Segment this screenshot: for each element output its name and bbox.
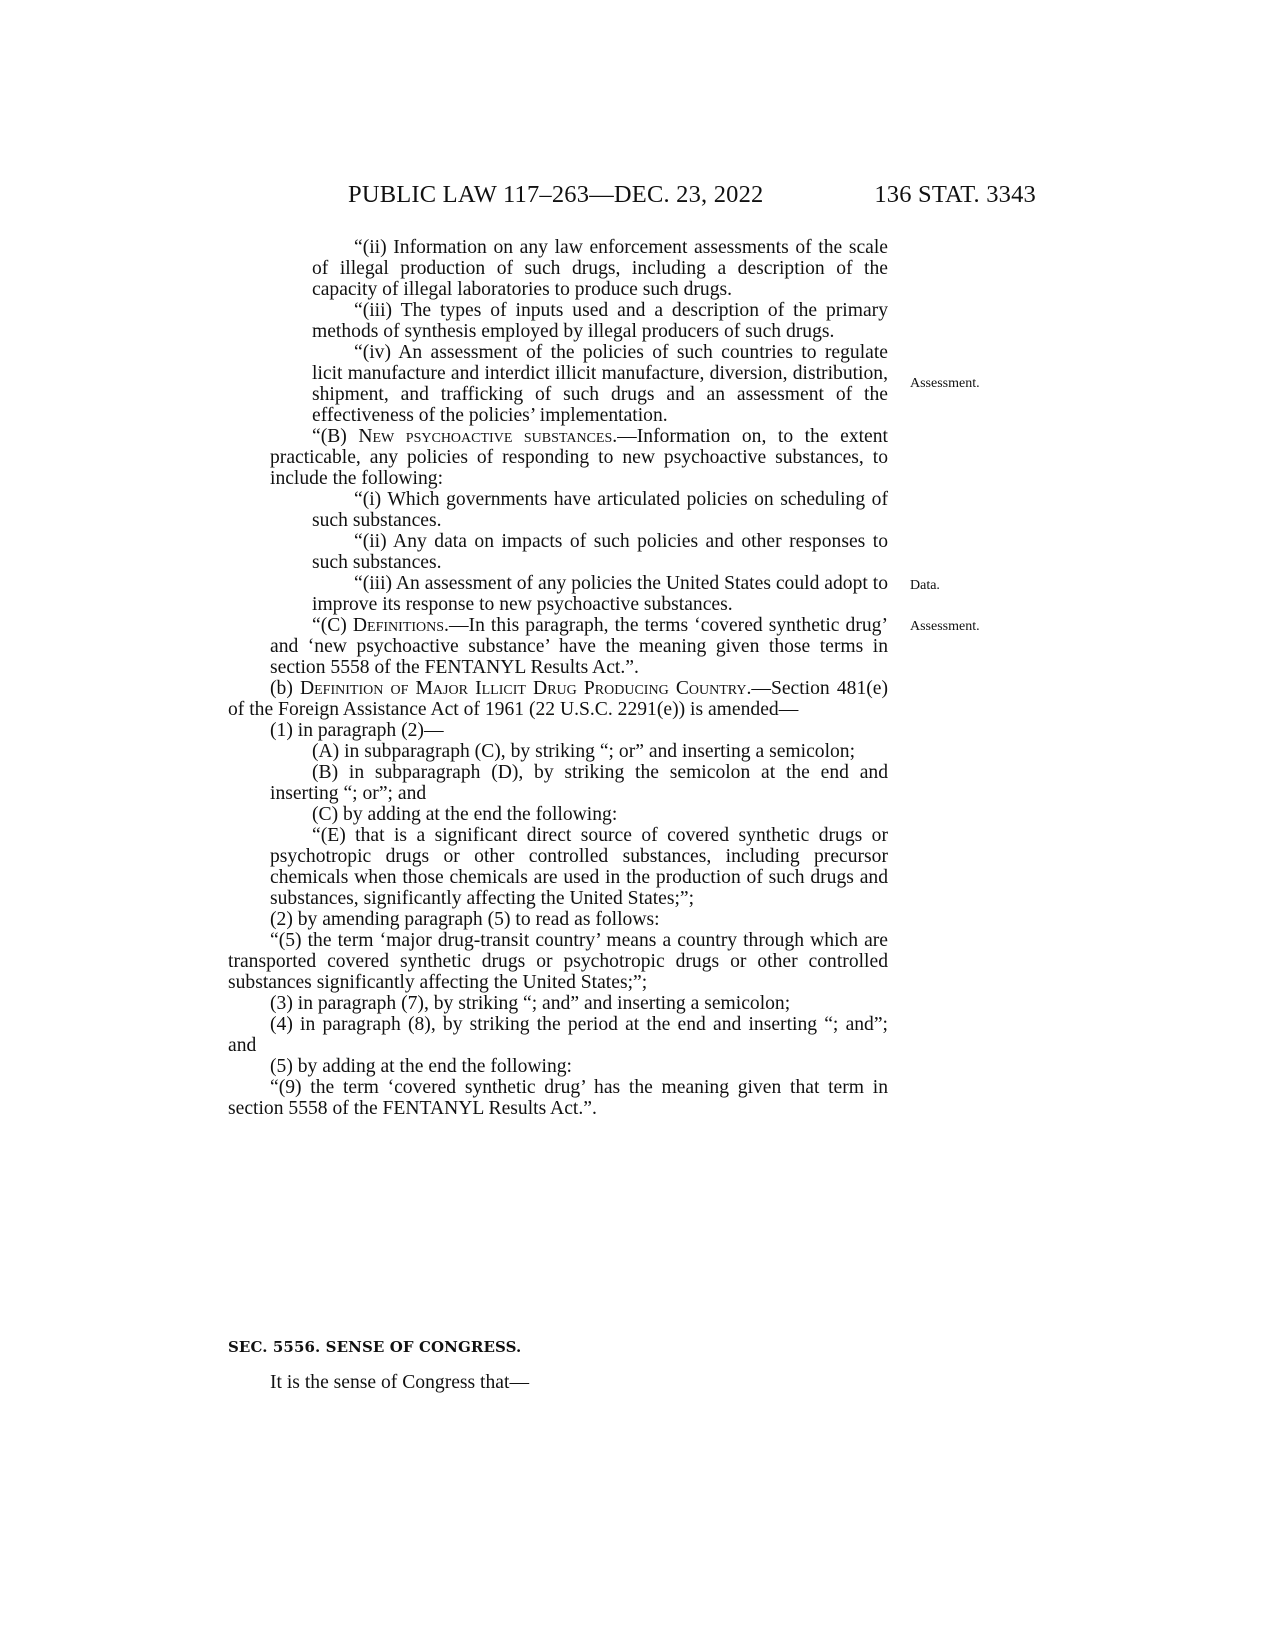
amend-paragraph-4: (4) in paragraph (8), by striking the period at the end and inserting “; and”; and bbox=[228, 1014, 888, 1056]
subparagraph-c-heading: Definitions bbox=[352, 615, 445, 636]
amend-paragraph-2: (2) by amending paragraph (5) to read as follows: bbox=[270, 909, 660, 930]
clause-b-ii: “(ii) Any data on impacts of such policies and other responses to such substances. bbox=[312, 531, 888, 573]
page-header bbox=[228, 181, 1036, 215]
subparagraph-c bbox=[228, 615, 888, 678]
clause-a-iv: “(iv) An assessment of the policies of such countries to regulate licit manufacture and interdict illicit manufacture, diversion, distribution, shipment, and trafficking of such drugs and an assessment of the effectiveness of the policies’ implementation. bbox=[312, 342, 888, 426]
amend-paragraph-1: (1) in paragraph (2)— bbox=[270, 720, 444, 741]
amend-5-9-text: “(9) the term ‘covered synthetic drug’ has the meaning given that term in section 5558 of the FENTANYL Results Act.”. bbox=[228, 1077, 888, 1119]
amend-paragraph-5: (5) by adding at the end the following: bbox=[270, 1056, 573, 1077]
subsection-b-lead: (b) bbox=[270, 678, 300, 699]
stat-page-number: 136 STAT. 3343 bbox=[874, 181, 1036, 208]
public-law-title: PUBLIC LAW 117–263—DEC. 23, 2022 bbox=[348, 181, 764, 208]
subparagraph-c-lead: “(C) bbox=[312, 615, 353, 636]
amend-paragraph-3: (3) in paragraph (7), by striking “; and” and inserting a semicolon; bbox=[270, 993, 791, 1014]
subparagraph-b bbox=[228, 426, 888, 489]
amend-1-e-text: “(E) that is a significant direct source of covered synthetic drugs or psychotropic drugs or other controlled substances, including precursor chemicals when those chemicals are used in the production of such drugs and substances, significantly affecting the United States;”; bbox=[270, 825, 888, 909]
margin-note-assessment: Assessment. bbox=[910, 619, 980, 634]
subparagraph-b-heading: New psychoactive substances bbox=[358, 426, 613, 447]
clause-a-ii: “(ii) Information on any law enforcement assessments of the scale of illegal production of such drugs, including a description of the capacity of illegal laboratories to produce such drugs. bbox=[312, 237, 888, 300]
section-intro: It is the sense of Congress that— bbox=[270, 1372, 530, 1393]
margin-note-data: Data. bbox=[910, 578, 940, 593]
subparagraph-b-text: .—Information on, to the extent practicable, any policies of responding to new psychoactive substances, to include the following: bbox=[270, 426, 888, 489]
amend-2-5-text: “(5) the term ‘major drug-transit country’ means a country through which are transported covered synthetic drugs or psychotropic drugs or other controlled substances significantly affecting the United States;”; bbox=[228, 930, 888, 993]
subparagraph-b-lead: “(B) bbox=[312, 426, 359, 447]
subparagraph-c-text: .—In this paragraph, the terms ‘covered synthetic drug’ and ‘new psychoactive substance’ have the meaning given those terms in section 5558 of the FENTANYL Results Act.”. bbox=[270, 615, 888, 678]
amend-1-c: (C) by adding at the end the following: bbox=[312, 804, 618, 825]
clause-a-iii: “(iii) The types of inputs used and a description of the primary methods of synthesis employed by illegal producers of such drugs. bbox=[312, 300, 888, 342]
amend-1-a: (A) in subparagraph (C), by striking “; or” and inserting a semicolon; bbox=[312, 741, 856, 762]
clause-b-i: “(i) Which governments have articulated policies on scheduling of such substances. bbox=[312, 489, 888, 531]
subsection-b-text: .—Section 481(e) of the Foreign Assistance Act of 1961 (22 U.S.C. 2291(e)) is amended— bbox=[228, 678, 888, 720]
amend-1-b: (B) in subparagraph (D), by striking the semicolon at the end and inserting “; or”; and bbox=[270, 762, 888, 804]
document-body bbox=[228, 237, 888, 1119]
subsection-b-heading: Definition of Major Illicit Drug Producing Country bbox=[299, 678, 747, 699]
clause-b-iii: “(iii) An assessment of any policies the United States could adopt to improve its response to new psychoactive substances. bbox=[312, 573, 888, 615]
subsection-b bbox=[228, 678, 888, 720]
section-heading: SEC. 5556. SENSE OF CONGRESS. bbox=[228, 1338, 522, 1356]
margin-note-assessment: Assessment. bbox=[910, 376, 980, 391]
